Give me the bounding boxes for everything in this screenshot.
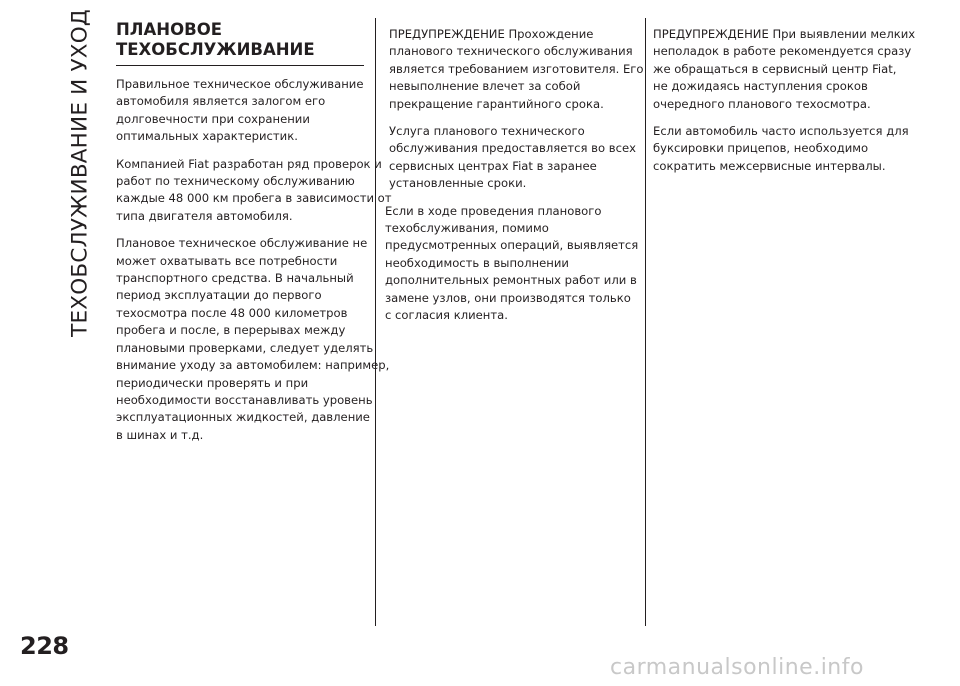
paragraph-line: сервисных центрах Fiat в заранее: [389, 158, 597, 173]
paragraph: [116, 156, 392, 226]
paragraph-line: невыполнение влечет за собой: [389, 79, 581, 94]
paragraph-line: буксировки прицепов, необходимо: [653, 141, 869, 156]
paragraph-line: работ по техническому обслуживанию: [116, 174, 355, 189]
column-divider: [375, 18, 376, 626]
paragraph-line: автомобиля является залогом его: [116, 94, 326, 109]
paragraph-line: внимание уходу за автомобилем: например,: [116, 358, 390, 373]
paragraph-line: Если автомобиль часто используется для: [653, 124, 909, 139]
column-1: [116, 20, 392, 454]
paragraph-line: Компанией Fiat разработан ряд проверок и: [116, 156, 382, 171]
column-divider: [645, 18, 646, 626]
paragraph-line: может охватывать все потребности: [116, 253, 338, 268]
paragraph-line: техобслуживания, помимо: [385, 221, 549, 236]
heading-rule: [116, 65, 364, 66]
column-3: [653, 26, 916, 185]
paragraph-line: техосмотра после 48 000 километров: [116, 305, 348, 320]
section-title-line: ПЛАНОВОЕ: [116, 20, 222, 39]
paragraph-line: установленные сроки.: [389, 176, 527, 191]
paragraph: [653, 26, 916, 113]
paragraph-line: типа двигателя автомобиля.: [116, 208, 293, 223]
paragraph-line: обслуживания предоставляется во всех: [389, 141, 636, 156]
paragraph-line: замене узлов, они производятся только: [385, 290, 631, 305]
paragraph: [385, 203, 639, 325]
column-2-body: [385, 26, 644, 325]
paragraph: [116, 235, 390, 444]
paragraph-line: не дожидаясь наступления сроков: [653, 79, 868, 94]
paragraph-line: необходимости восстанавливать уровень: [116, 392, 373, 407]
paragraph-line: необходимость в выполнении: [385, 255, 569, 270]
paragraph: [653, 123, 909, 175]
section-title-line: ТЕХОБСЛУЖИВАНИЕ: [116, 40, 315, 59]
chapter-side-tab-label: ТЕХОБСЛУЖИВАНИЕ И УХОД: [67, 9, 93, 337]
column-1-body: [116, 76, 392, 444]
paragraph-line: планового технического обслуживания: [389, 44, 633, 59]
paragraph-line: долговечности при сохранении: [116, 111, 310, 126]
paragraph: [385, 26, 644, 113]
paragraph-line: пробега и после, в перерывах между: [116, 323, 346, 338]
paragraph-line: каждые 48 000 км пробега в зависимости от: [116, 191, 392, 206]
paragraph-line: Правильное техническое обслуживание: [116, 77, 364, 91]
paragraph-line: ПРЕДУПРЕЖДЕНИЕ Прохождение: [389, 27, 594, 41]
paragraph-line: Услуга планового технического: [389, 124, 585, 139]
paragraph-line: плановыми проверками, следует уделять: [116, 340, 374, 355]
paragraph-line: предусмотренных операций, выявляется: [385, 238, 639, 253]
page-number: 228: [20, 632, 69, 660]
paragraph-line: оптимальных характеристик.: [116, 129, 298, 144]
paragraph-line: же обращаться в сервисный центр Fiat,: [653, 61, 897, 76]
paragraph-line: является требованием изготовителя. Его: [389, 61, 644, 76]
paragraph-line: очередного планового техосмотра.: [653, 96, 871, 111]
chapter-side-tab: [62, 9, 98, 337]
paragraph-line: транспортного средства. В начальный: [116, 271, 354, 286]
paragraph-line: дополнительных ремонтных работ или в: [385, 273, 637, 288]
paragraph-line: неполадок в работе рекомендуется сразу: [653, 44, 912, 59]
paragraph-line: ПРЕДУПРЕЖДЕНИЕ При выявлении мелких: [653, 27, 916, 41]
paragraph-line: эксплуатационных жидкостей, давление: [116, 410, 370, 425]
paragraph-line: прекращение гарантийного срока.: [389, 96, 604, 111]
column-2: [385, 26, 644, 335]
paragraph-line: сократить межсервисные интервалы.: [653, 158, 886, 173]
paragraph-line: с согласия клиента.: [385, 308, 508, 323]
paragraph-line: в шинах и т.д.: [116, 427, 204, 442]
paragraph: [385, 123, 635, 193]
paragraph: [116, 76, 364, 146]
column-3-body: [653, 26, 916, 175]
paragraph-line: периодически проверять и при: [116, 375, 309, 390]
paragraph-line: Плановое техническое обслуживание не: [116, 236, 368, 251]
paragraph-line: Если в ходе проведения планового: [385, 203, 602, 218]
section-title: [116, 20, 364, 63]
paragraph-line: период эксплуатации до первого: [116, 288, 322, 303]
watermark: carmanualsonline.info: [610, 655, 864, 680]
